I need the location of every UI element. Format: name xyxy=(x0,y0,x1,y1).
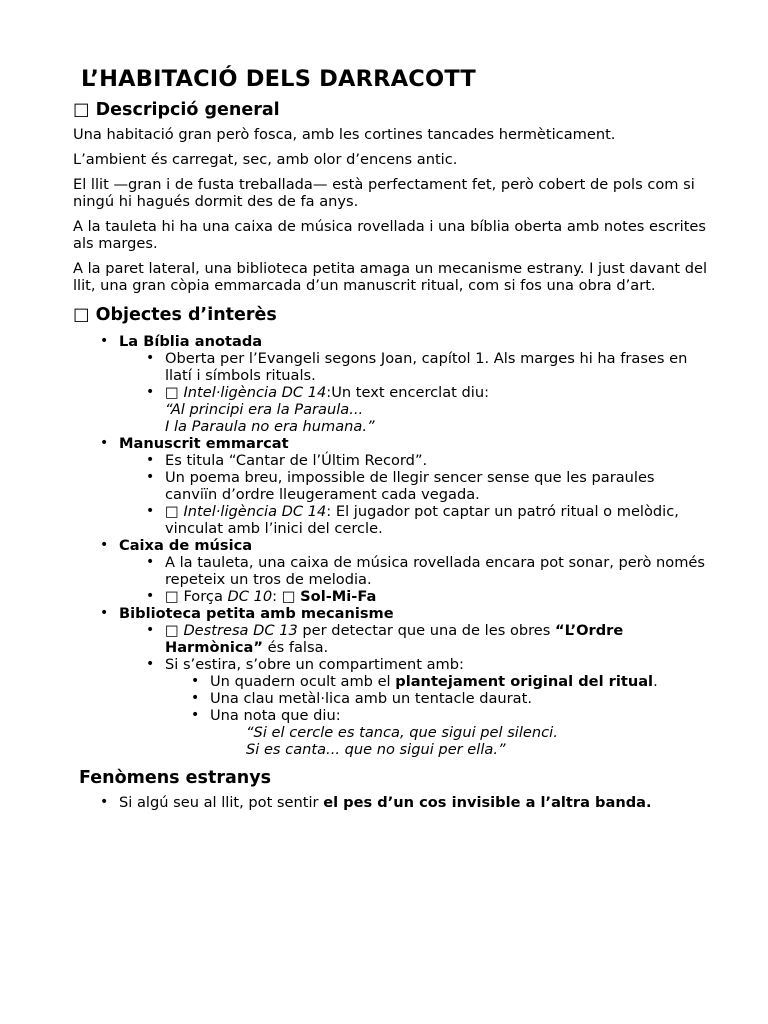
sub-list xyxy=(165,452,708,537)
item-text: Si algú seu al llit, pot sentir xyxy=(119,794,324,811)
item-text: per detectar que una de les obres xyxy=(297,622,556,639)
section-heading-objects-label: Objectes d’interès xyxy=(95,305,277,325)
sub-list xyxy=(165,350,708,435)
list-item xyxy=(210,707,708,758)
object-title: La Bíblia anotada xyxy=(119,333,263,350)
list-item xyxy=(119,537,708,605)
item-bold-text: el pes d’un cos invisible a l’altra banda. xyxy=(323,794,652,811)
object-title: Manuscrit emmarcat xyxy=(119,435,289,452)
item-bold-text: plantejament original del ritual xyxy=(395,673,654,690)
list-item xyxy=(165,384,708,435)
item-text: Un quadern ocult amb el xyxy=(210,673,396,690)
paragraph: A la tauleta hi ha una caixa de música rovellada i una bíblia oberta amb notes escrites als marges. xyxy=(73,218,707,252)
paragraph: Una habitació gran però fosca, amb les cortines tancades hermèticament. xyxy=(73,126,616,143)
placeholder-glyph-icon: □ xyxy=(281,588,296,605)
object-title: Biblioteca petita amb mecanisme xyxy=(119,605,394,622)
quote-line: “Al principi era la Paraula... xyxy=(165,401,364,418)
item-text: Si s’estira, s’obre un compartiment amb: xyxy=(165,656,464,673)
list-item: • Oberta per l’Evangeli segons Joan, capítol 1. Als marges hi ha frases en llatí i símbols rituals. xyxy=(165,350,708,384)
item-text: és falsa. xyxy=(262,639,329,656)
list-item xyxy=(119,605,708,758)
item-text: . xyxy=(653,673,658,690)
list-item xyxy=(210,673,708,690)
phenomena-list xyxy=(119,794,708,811)
sub-list xyxy=(165,622,708,758)
item-text: Força xyxy=(183,588,228,605)
list-item: • Una clau metàl·lica amb un tentacle daurat. xyxy=(210,690,708,707)
list-item: • A la tauleta, una caixa de música rovellada encara pot sonar, però només repeteix un tros de melodia. xyxy=(165,554,708,588)
list-item: • Es titula “Cantar de l’Últim Record”. xyxy=(165,452,708,469)
object-title: Caixa de música xyxy=(119,537,253,554)
quote-line: I la Paraula no era humana.” xyxy=(165,418,375,435)
document-title: L’HABITACIÓ DELS DARRACOTT xyxy=(81,66,476,92)
skill-check: DC 10 xyxy=(227,588,273,605)
list-item xyxy=(119,435,708,537)
item-text: :Un text encerclat diu: xyxy=(326,384,490,401)
melody-notes: Sol-Mi-Fa xyxy=(300,588,377,605)
paragraph: El llit —gran i de fusta treballada— està perfectament fet, però cobert de pols com si ningú hi hagués dormit des de fa anys. xyxy=(73,176,695,210)
quote-line: “Si el cercle es tanca, que sigui pel silenci. xyxy=(246,724,558,741)
item-text: Una nota que diu: xyxy=(210,707,341,724)
objects-list xyxy=(119,333,708,758)
placeholder-glyph-icon: □ xyxy=(165,384,179,401)
sub-sub-list xyxy=(210,673,708,758)
section-heading-general-label: Descripció general xyxy=(95,100,280,120)
skill-check: Intel·ligència DC 14 xyxy=(183,503,327,520)
quote-line: Si es canta... que no sigui per ella.” xyxy=(246,741,506,758)
placeholder-glyph-icon: □ xyxy=(165,503,179,520)
list-item xyxy=(119,794,708,811)
item-text: : xyxy=(272,588,282,605)
item-text: : El jugador pot captar un patró ritual o melòdic, vinculat amb l’inici del cercle. xyxy=(165,503,679,537)
paragraph: L’ambient és carregat, sec, amb olor d’encens antic. xyxy=(73,151,458,168)
section-heading-objects xyxy=(73,305,708,325)
list-item xyxy=(119,333,708,435)
book-title: “L’Ordre Harmònica” xyxy=(165,622,624,656)
paragraph: A la paret lateral, una biblioteca petita amaga un mecanisme estrany. I just davant del llit, una gran còpia emmarcada d’un manuscrit ritual, com si fos una obra d’art. xyxy=(73,260,708,294)
placeholder-glyph-icon: □ xyxy=(165,588,179,605)
skill-check: Intel·ligència DC 14 xyxy=(183,384,327,401)
placeholder-glyph-icon: □ xyxy=(73,100,90,120)
list-item: • Un poema breu, impossible de llegir sencer sense que les paraules canviïn d’ordre lleugerament cada vegada. xyxy=(165,469,708,503)
list-item xyxy=(165,656,708,758)
list-item xyxy=(165,503,708,537)
section-heading-general xyxy=(73,100,708,120)
list-item xyxy=(165,588,708,605)
list-item xyxy=(165,622,708,656)
sub-list xyxy=(165,554,708,605)
skill-check: Destresa DC 13 xyxy=(183,622,298,639)
placeholder-glyph-icon: □ xyxy=(165,622,179,639)
placeholder-glyph-icon: □ xyxy=(73,305,90,325)
section-heading-phenomena: Fenòmens estranys xyxy=(79,768,272,788)
